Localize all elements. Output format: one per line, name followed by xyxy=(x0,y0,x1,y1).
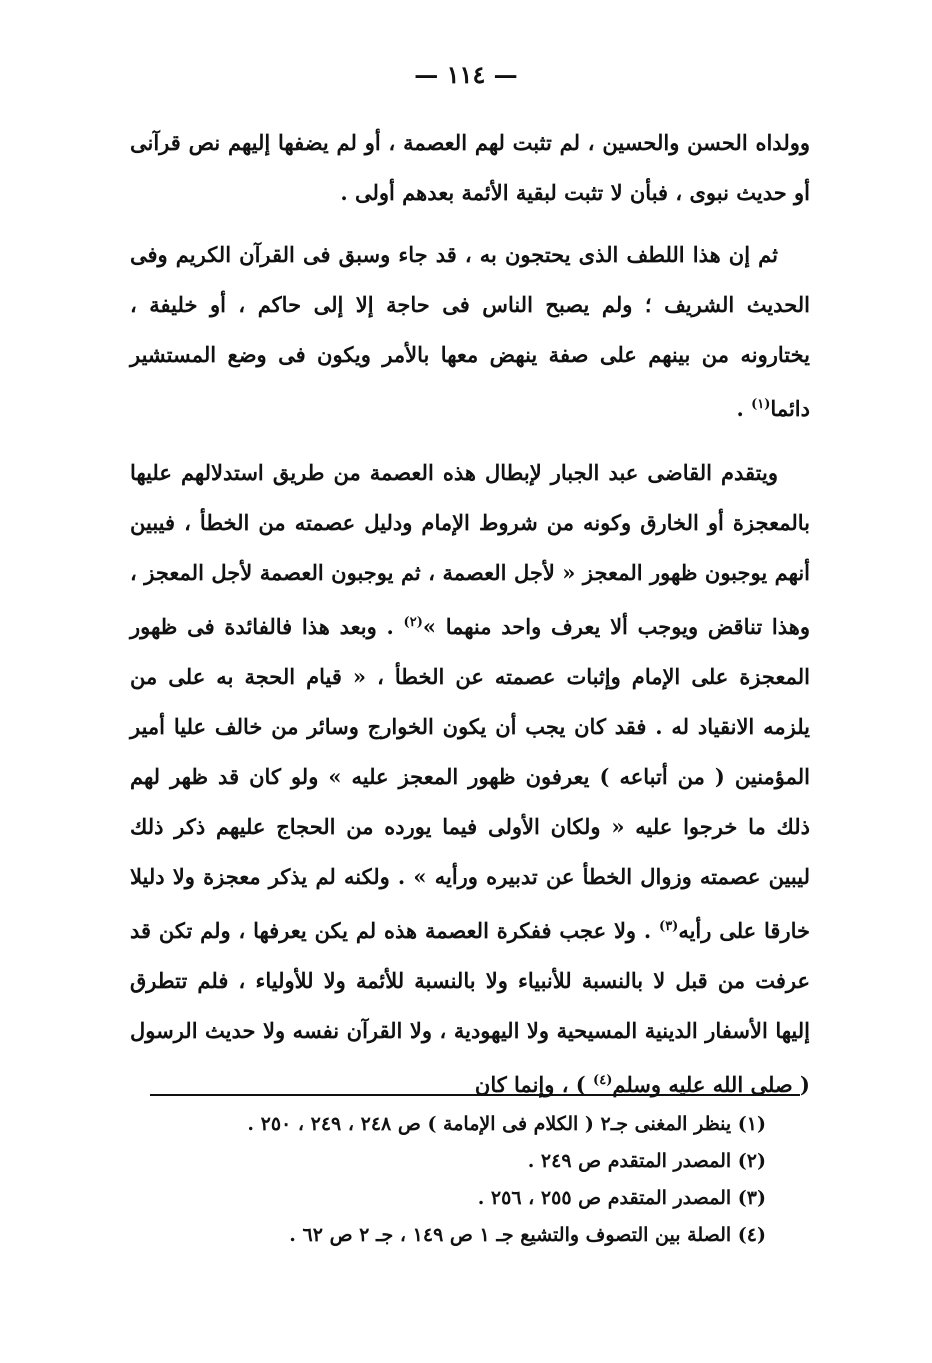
paragraph-text: . ولا عجب ففكرة العصمة هذه لم يكن يعرفها ، ولم تكن قد عرفت من قبل لا بالنسبة للأنبياء ولا بالنسبة للأئمة ولا للأولياء ، فلم تتطرق إليها الأسفار الدينية المسيحية ولا اليهودية ، ولا القرآن نفسه ولا حديث الرسول ( صلى الله عليه وسلم xyxy=(130,918,810,1097)
footnotes xyxy=(150,1106,766,1254)
footnote: (٣) المصدر المتقدم ص ٢٥٥ ، ٢٥٦ . xyxy=(477,1187,766,1209)
paragraph xyxy=(130,118,810,218)
footnote: (٤) الصلة بين التصوف والتشيع جـ ١ ص ١٤٩ ، جـ ٢ ص ٦٢ . xyxy=(289,1224,766,1246)
footnote: (٢) المصدر المتقدم ص ٢٤٩ . xyxy=(527,1150,766,1172)
paragraph-text: وبعد هذا فالفائدة فى ظهور المعجزة على الإمام وإثبات عصمته عن الخطأ ، « قيام الحجة به على من يلزمه الانقياد له . فقد كان يجب أن يكون الخوارج وسائر من خالف عليا أمير المؤمنين ( من أتباعه ) يعرفون ظهور المعجز عليه » ولو كان قد ظهر لهم ذلك ما خرجوا عليه « ولكان الأولى فيما يورده من الحجاج عليهم ذكر ذلك ليبين عصمته وزوال الخطأ عن تدبيره ورأيه » . ولكنه لم يذكر معجزة ولا دليلا خارقا على رأيه xyxy=(130,614,810,943)
footnote-divider xyxy=(150,1094,800,1096)
footnote-ref: (٣) xyxy=(659,919,679,934)
paragraph: ثم إن هذا اللطف الذى يحتجون به ، قد جاء وسبق فى القرآن الكريم وفى الحديث الشريف ؛ ولم يصبح الناس فى حاجة إلا إلى حاكم ، أو خليفة ، يختارونه من بينهم على صفة ينهض معها بالأمر ويكون فى وضع المستشير دائما$^{(١)}$ . xyxy=(130,242,810,421)
paragraph-text: ) ، وإنما كان xyxy=(474,1072,586,1097)
footnote: (١) ينظر المغنى جـ٢ ( الكلام فى الإمامة ) ص ٢٤٨ ، ٢٤٩ ، ٢٥٠ . xyxy=(247,1113,766,1135)
footnote-ref: (٢) xyxy=(403,615,423,630)
footnote-ref: (٤) xyxy=(593,1073,613,1088)
page-number: — ١١٤ — xyxy=(414,60,518,89)
paragraph-text: ثم إن هذا اللطف الذى يحتجون به ، قد جاء وسبق فى القرآن الكريم وفى الحديث الشريف ؛ ولم يصبح الناس فى حاجة إلا إلى حاكم ، أو خليفة ، يختارونه من بينهم على صفة ينهض معها بالأمر ويكون فى وضع المستشير دائما xyxy=(130,242,810,421)
paragraph-text: ويتقدم القاضى عبد الجبار لإبطال هذه العصمة من طريق استدلالهم عليها بالمعجزة أو الخارق وكونه من شروط الإمام ودليل عصمته من الخطأ ، فيبين أنهم يوجبون ظهور المعجز « لأجل العصمة ، ثم يوجبون العصمة لأجل المعجز ، وهذا تناقض ويوجب ألا يعرف واحد منهما » xyxy=(130,460,810,639)
body-text xyxy=(130,118,810,1110)
paragraph: ويتقدم القاضى عبد الجبار لإبطال هذه العصمة من طريق استدلالهم عليها بالمعجزة أو الخارق وكونه من شروط الإمام ودليل عصمته من الخطأ ، فيبين أنهم يوجبون ظهور المعجز « لأجل العصمة ، ثم يوجبون العصمة لأجل المعجز ، وهذا تناقض ويوجب ألا يعرف واحد منهما »$^{(٢)}$ . وبعد هذا فالفائدة فى ظهور المعجزة على الإمام وإثبات عصمته عن الخطأ ، « قيام الحجة به على من يلزمه الانقياد له . فقد كان يجب أن يكون الخوارج وسائر من خالف عليا أمير المؤمنين ( من أتباعه ) يعرفون ظهور المعجز عليه » ولو كان قد ظهر لهم ذلك ما خرجوا عليه « ولكان الأولى فيما يورده من الحجاج عليهم ذكر ذلك ليبين عصمته وزوال الخطأ عن تدبيره ورأيه » . ولكنه لم يذكر معجزة ولا دليلا خارقا على رأيه$^{(٣)}$ . ولا عجب ففكرة العصمة هذه لم يكن يعرفها ، ولم تكن قد عرفت من قبل لا بالنسبة للأنبياء ولا بالنسبة للأئمة ولا للأولياء ، فلم تتطرق إليها الأسفار الدينية المسيحية ولا اليهودية ، ولا القرآن نفسه ولا حديث الرسول ( صلى الله عليه وسلم$^{(٤)}$ ) ، وإنما كان xyxy=(130,460,810,1097)
paragraph-text: وولداه الحسن والحسين ، لم تثبت لهم العصمة ، أو لم يضفها إليهم نص قرآنى أو حديث نبوى ، فبأن لا تثبت لبقية الأئمة بعدهم أولى . xyxy=(130,130,810,205)
footnote-ref: (١) xyxy=(751,397,771,412)
